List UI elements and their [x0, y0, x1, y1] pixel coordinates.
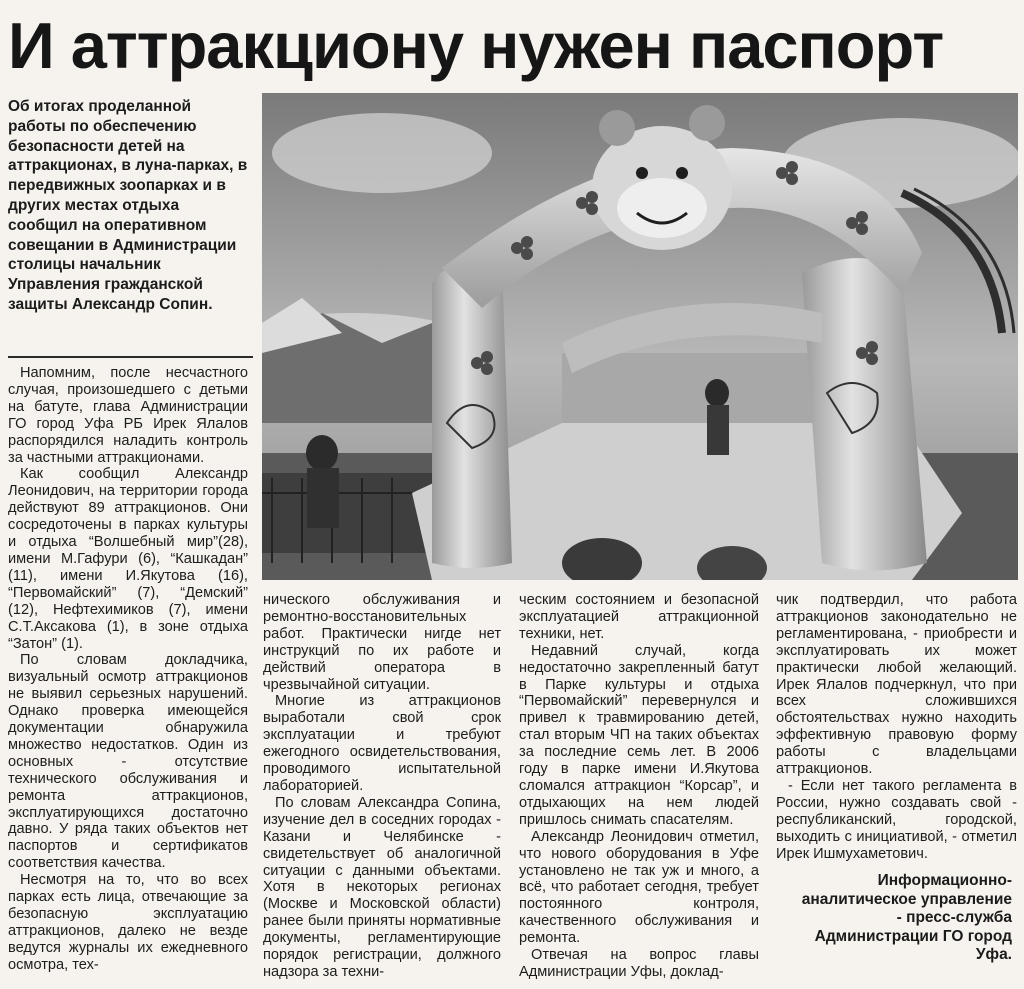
photo-inflatable-attraction — [262, 93, 1018, 580]
article-column-2 — [263, 592, 501, 981]
paragraph: Александр Леонидович отметил, что нового оборудования в Уфе установлено не так уж и много, а всё, что работает сегодня, требует постоянного контроля, качественного обслуживания и ремонта. — [519, 828, 759, 947]
signature: Информационно-аналитическое управление - пресс-служба Администрации ГО город Уфа. — [801, 872, 1012, 963]
paragraph: ческим состоянием и безопасной эксплуатацией аттракционной техники, нет. — [519, 592, 759, 642]
paragraph: Несмотря на то, что во всех парках есть лица, отвечающие за безопасную эксплуатацию аттракционов, далеко не везде ведутся журналы их ежедневного осмотра, тех- — [8, 872, 248, 973]
paragraph: По словам Александра Сопина, изучение дел в соседних городах - Казани и Челябинске - свидетельствует об аналогичной ситуации с данными объектами. Хотя в некоторых регионах (Москве и Московской области) ранее были приняты нормативные документы, регламентирующие порядок регистрации, должного надзора за техни- — [263, 794, 501, 980]
lede-paragraph: Об итогах проделанной работы по обеспечению безопасности детей на аттракционах, в луна-парках, в передвижных зоопарках и в других местах отдыха сообщил на оперативном совещании в Администрации столицы начальник Управления гражданской защиты Александр Сопин. — [8, 98, 248, 313]
paragraph: - Если нет такого регламента в России, нужно создавать свой - республиканский, городской, выходить с инициативой, - отметил Ирек Ишмухаметович. — [776, 777, 1017, 862]
paragraph: Недавний случай, когда недостаточно закрепленный батут в Парке культуры и отдыха “Первомайский” перевернулся и привел к травмированию детей, стал вторым ЧП на таких объектах за последние семь лет. В 2006 году в парке имени И.Якутова сломался аттракцион “Корсар”, и отдыхающих на нем людей пришлось снимать спасателям. — [519, 642, 759, 828]
paragraph: чик подтвердил, что работа аттракционов законодательно не регламентирована, - приобрести и эксплуатировать их может практически любой желающий. Ирек Ялалов подчеркнул, что при всех сложившихся обстоятельствах нужно находить эффективную правовую форму работы с владельцами аттракционов. — [776, 592, 1017, 778]
paragraph: Как сообщил Александр Леонидович, на территории города действуют 89 аттракционов. Они сосредоточены в парках культуры и отдыха “Волшебный мир”(28), имени М.Гафури (6), “Кашкадан” (11), имени И.Якутова (16), “Первомайский” (7), “Демский” (12), Нефтехимиков (7), имени С.Т.Аксакова (1), в зоне отдыха “Затон” (1). — [8, 466, 248, 652]
paragraph: Отвечая на вопрос главы Администрации Уфы, доклад- — [519, 947, 759, 980]
paragraph: По словам докладчика, визуальный осмотр аттракционов не выявил серьезных нарушений. Однако проверка имеющейся документации обнаружила множество недостатков. Один из основных - отсутствие технического обслуживания и ремонта аттракционов, эксплуатирующихся достаточно давно. У ряда таких объектов нет паспортов и сертификатов соответствия качества. — [8, 652, 248, 872]
paragraph: Многие из аттракционов выработали свой срок эксплуатации и требуют ежегодного освидетельствования, проводимого испытательной лабораторией. — [263, 693, 501, 794]
headline: И аттракциону нужен паспорт — [8, 9, 944, 82]
article-column-4 — [776, 592, 1017, 863]
paragraph: нического обслуживания и ремонтно-восстановительных работ. Практически нигде нет инструкций по их работе и действий оператора в чрезвычайной ситуации. — [263, 592, 501, 693]
lede-divider — [8, 356, 253, 358]
paragraph: Напомним, после несчастного случая, произошедшего с детьми на батуте, глава Администрации ГО город Уфа РБ Ирек Ялалов распорядился наладить контроль за частными аттракционами. — [8, 365, 248, 466]
article-column-3 — [519, 592, 759, 981]
article-column-1 — [8, 365, 248, 974]
